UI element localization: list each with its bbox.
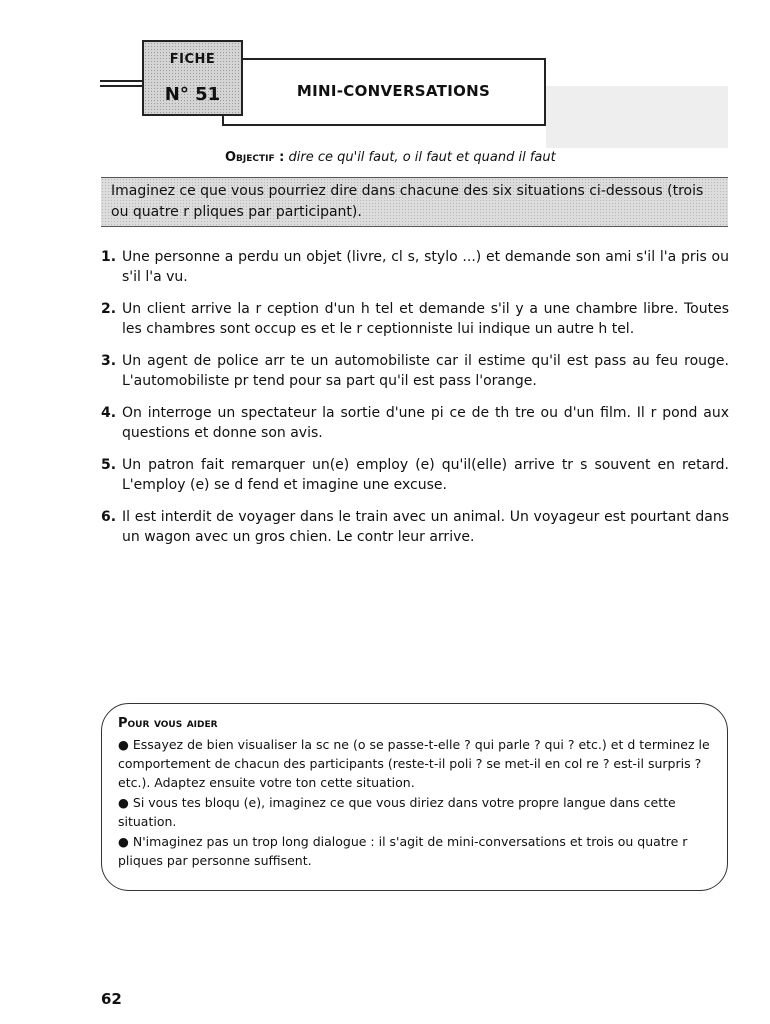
situation-number: 4. xyxy=(101,405,117,421)
objectif-text: dire ce qu'il faut, o il faut et quand il faut xyxy=(288,150,556,165)
title-box xyxy=(243,58,546,126)
header-rule-bottom xyxy=(100,85,146,87)
aid-tip: ● Essayez de bien visualiser la sc ne (o se passe-t-elle ? qui parle ? qui ? etc.) et d terminez le comportement de chacun des participants (reste-t-il poli ? se met-il en col re ? est-il surpris ? etc.). Adaptez ensuite votre ton cette situation. xyxy=(118,737,710,790)
instruction-text: Imaginez ce que vous pourriez dire dans chacune des six situations ci-dessous (trois ou quatre r pliques par participant). xyxy=(111,183,704,220)
aid-box xyxy=(101,703,728,891)
gray-header-tab xyxy=(546,86,728,148)
situation-item xyxy=(101,403,729,443)
situation-number: 6. xyxy=(101,509,117,525)
situation-item xyxy=(101,247,729,287)
situation-item xyxy=(101,455,729,495)
aid-title: Pour vous aider xyxy=(118,716,218,731)
situation-text: Un client arrive la r ception d'un h tel et demande s'il y a une chambre libre. Toutes les chambres sont occup es et le r ceptionniste lui indique un autre h tel. xyxy=(122,301,729,337)
title-tab-corner xyxy=(222,116,244,126)
situation-item xyxy=(101,351,729,391)
situation-text: On interroge un spectateur la sortie d'une pi ce de th tre ou d'un film. Il r pond aux questions et donne son avis. xyxy=(122,405,729,441)
objectif-line xyxy=(225,150,556,165)
page-title: MINI-CONVERSATIONS xyxy=(296,82,491,100)
header-rule-top xyxy=(100,80,146,82)
situation-item xyxy=(101,507,729,547)
objectif-label: Objectif : xyxy=(225,150,285,165)
situation-number: 3. xyxy=(101,353,117,369)
situation-text: Il est interdit de voyager dans le train avec un animal. Un voyageur est pourtant dans un wagon avec un gros chien. Le contr leur arrive. xyxy=(122,509,729,545)
page-number: 62 xyxy=(101,990,122,1008)
instruction-box xyxy=(101,177,728,227)
aid-tip: ● Si vous tes bloqu (e), imaginez ce que vous diriez dans votre propre langue dans cette situation. xyxy=(118,795,676,829)
situation-number: 5. xyxy=(101,457,117,473)
situation-text: Un patron fait remarquer un(e) employ (e) qu'il(elle) arrive tr s souvent en retard. L'employ (e) se d fend et imagine une excuse. xyxy=(122,457,729,493)
situation-text: Un agent de police arr te un automobiliste car il estime qu'il est pass au feu rouge. L'automobiliste pr tend pour sa part qu'il est pass l'orange. xyxy=(122,353,729,389)
situation-number: 1. xyxy=(101,249,117,265)
fiche-label: FICHE xyxy=(169,52,216,67)
fiche-badge xyxy=(142,40,243,116)
situation-number: 2. xyxy=(101,301,117,317)
situation-text: Une personne a perdu un objet (livre, cl s, stylo ...) et demande son ami s'il l'a pris ou s'il l'a vu. xyxy=(122,249,729,285)
fiche-number: N° 51 xyxy=(164,84,221,105)
situation-list xyxy=(101,247,729,559)
situation-item xyxy=(101,299,729,339)
aid-tip: ● N'imaginez pas un trop long dialogue : il s'agit de mini-conversations et trois ou quatre r pliques par personne suffisent. xyxy=(118,834,688,868)
